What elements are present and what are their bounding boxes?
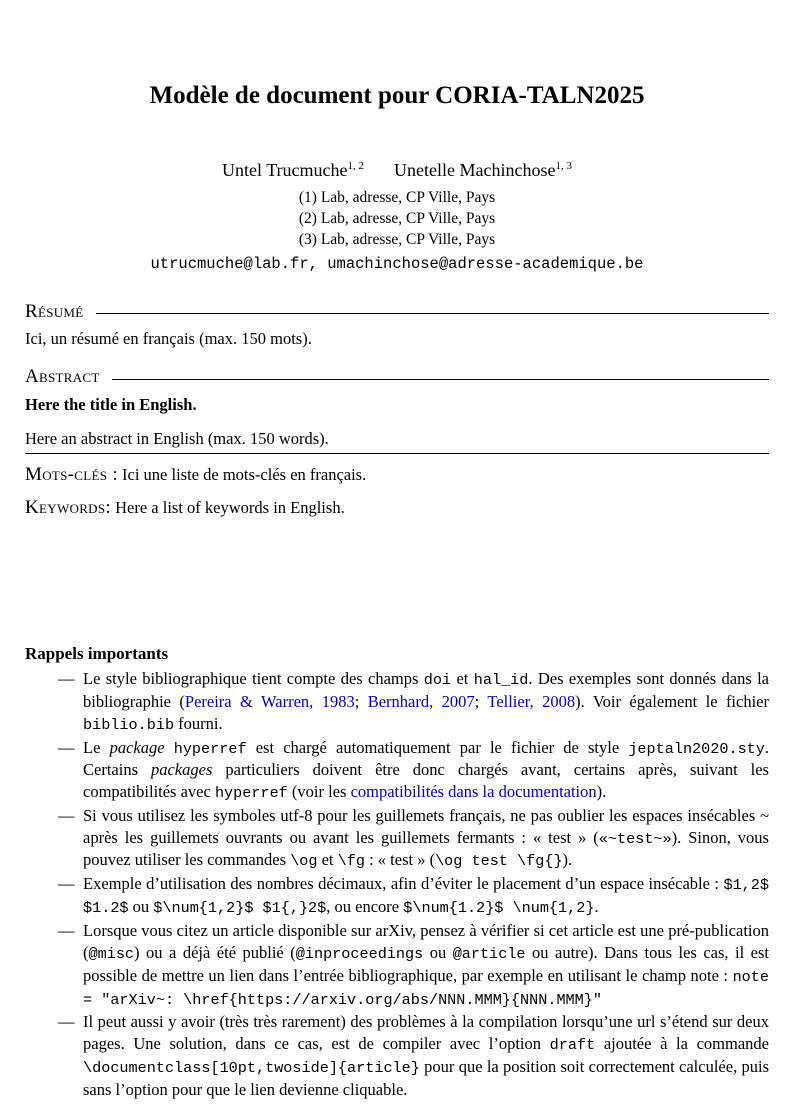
abstract-section-header [25,365,769,390]
inline-code: \documentclass[10pt,twoside]{article} [83,1058,420,1077]
abstract-bottom-rule [25,453,769,454]
resume-text: Ici, un résumé en français (max. 150 mots). [25,328,312,348]
text-segment: package [109,737,165,757]
inline-link[interactable]: Bernhard, 2007 [367,692,475,712]
list-item-text [83,737,769,804]
item-dash: — [58,874,75,894]
text-segment: ajoutée à la commande [595,1034,769,1054]
author-1 [222,160,364,180]
inline-code: «~test~» [598,829,672,848]
abstract-label: Abstract [25,366,100,388]
motscles-text: Ici une liste de mots-clés en français. [122,464,367,484]
inline-code: note = "arXiv~: \href{https://arxiv.org/abs/NNN.MMM}{NNN.MMM}" [83,967,769,1009]
author-2-name: Unetelle Machinchose [394,159,556,180]
abstract-text: Here an abstract in English (max. 150 words). [25,429,329,449]
list-item-text [83,805,769,872]
text-segment: . Certains [83,737,770,780]
item-dash: — [58,737,75,757]
inline-code: biblio.bib [83,715,175,734]
text-segment: ou [423,942,453,962]
inline-code: hal_id [473,671,529,690]
motscles-line [25,463,769,488]
text-segment: est chargé automatiquement par le fichier de style [246,737,629,757]
inline-link[interactable]: Pereira & Warren, 1983 [184,692,355,712]
text-segment: fourni. [174,713,223,733]
text-segment: Si vous utilisez les symboles utf-8 pour les guillemets français, ne pas oublier les espaces insécables ~ après les guillemets ouvrants ou avant les guillemets fermants : « test » ( [83,805,769,847]
text-segment: ). [596,782,607,802]
rappels-heading: Rappels importants [25,644,169,664]
author-2-affiliation-marks: 1, 3 [555,159,572,172]
inline-code: @misc [88,944,135,963]
inline-code: doi [423,671,452,690]
text-segment: Le [83,737,110,757]
list-item [58,920,769,1010]
text-segment: packages [150,760,213,780]
abstract-rule [112,379,769,380]
inline-code: $1,2$ $1.2$ [83,876,769,918]
front-matter [25,300,769,521]
keywords-label: Keywords: [25,497,111,519]
inline-link[interactable]: Tellier, 2008 [487,692,576,712]
inline-code: hyperref [173,739,247,758]
text-segment: : « test » ( [364,850,436,870]
inline-code: @inproceedings [295,944,424,963]
author-1-affiliation-marks: 1, 2 [347,159,365,172]
text-segment: . Des exemples sont donnés dans la bibliographie ( [83,669,769,712]
text-segment: pour que la position soit correctement calculée, puis sans l’option pour que le lien devienne cliquable. [83,1056,769,1099]
keywords-line [25,496,769,521]
text-segment: et [451,669,474,689]
author-1-name: Untel Trucmuche [222,159,348,180]
author-emails: utrucmuche@lab.fr, umachinchose@adresse-academique.be [150,254,644,273]
inline-code: $\num{1,2}$ $1{,}2$ [153,899,327,918]
list-item [58,1011,769,1100]
inline-code: hyperref [214,784,288,803]
affiliations-block [25,187,769,250]
rappels-list [58,668,769,1100]
item-dash: — [58,669,75,689]
motscles-label: Mots-clés : [25,463,118,485]
text-segment: Exemple d’utilisation des nombres décimaux, afin d’éviter le placement d’un espace insécable : [83,874,724,894]
text-segment: ; [354,692,368,712]
authors-line [25,159,769,182]
keywords-text: Here a list of keywords in English. [115,498,345,518]
resume-label: Résumé [25,301,84,323]
affiliation-2: (2) Lab, adresse, CP Ville, Pays [298,209,496,227]
inline-code: $\num{1.2}$ \num{1,2} [403,899,595,918]
text-segment: et [317,850,338,870]
text-segment: ). Voir également le fichier [575,692,769,712]
inline-code: @article [452,944,526,963]
text-segment: ). [562,850,573,870]
inline-code: \fg [337,852,365,871]
text-segment [165,738,174,757]
text-segment: (voir les [287,782,351,802]
list-item [58,668,769,735]
list-item-text [83,1011,769,1100]
text-segment: . [594,897,599,917]
text-segment: ou [128,897,154,917]
paper-title: Modèle de document pour CORIA-TALN2025 [149,82,645,109]
text-segment: ; [474,692,488,712]
item-dash: — [58,921,75,941]
affiliation-3: (3) Lab, adresse, CP Ville, Pays [298,230,496,248]
item-dash: — [58,1012,75,1032]
text-segment: ). Sinon, vous pouvez utiliser les commandes [83,827,769,870]
inline-code: jeptaln2020.sty [628,739,765,758]
resume-section-header [25,300,769,325]
author-2 [394,160,572,180]
text-segment: ) ou a déjà été publié ( [134,942,296,962]
text-segment: Il peut aussi y avoir (très très rarement) des problèmes à la compilation lorsqu’une url s’étend sur deux pages. Une solution, dans ce cas, est de compiler avec l’option [83,1012,769,1054]
text-segment: Le style bibliographique tient compte des champs [83,669,424,689]
inline-code: \og test \fg{} [435,852,563,871]
inline-link[interactable]: compatibilités dans la documentation [350,782,597,802]
text-segment: particuliers doivent être donc chargés avant, certains après, suivant les compatibilités avec [83,760,769,802]
list-item [58,737,769,804]
text-segment: , ou encore [326,897,404,917]
list-item [58,805,769,872]
inline-code: \og [290,852,318,871]
text-segment: ou autre). Dans tous les cas, il est possible de mettre un lien dans l’entrée bibliographique, par exemple en utilisant le champ note : [83,942,769,985]
affiliation-1: (1) Lab, adresse, CP Ville, Pays [298,188,496,206]
list-item [58,873,769,919]
abstract-english-title: Here the title in English. [25,394,197,414]
list-item-text [83,920,769,1010]
resume-rule [96,313,769,314]
text-segment: Lorsque vous citez un article disponible sur arXiv, pensez à vérifier si cet article est une pré-publication ( [83,921,769,962]
inline-code: draft [549,1036,596,1055]
item-dash: — [58,805,75,825]
list-item-text [83,668,769,735]
list-item-text [83,873,769,919]
